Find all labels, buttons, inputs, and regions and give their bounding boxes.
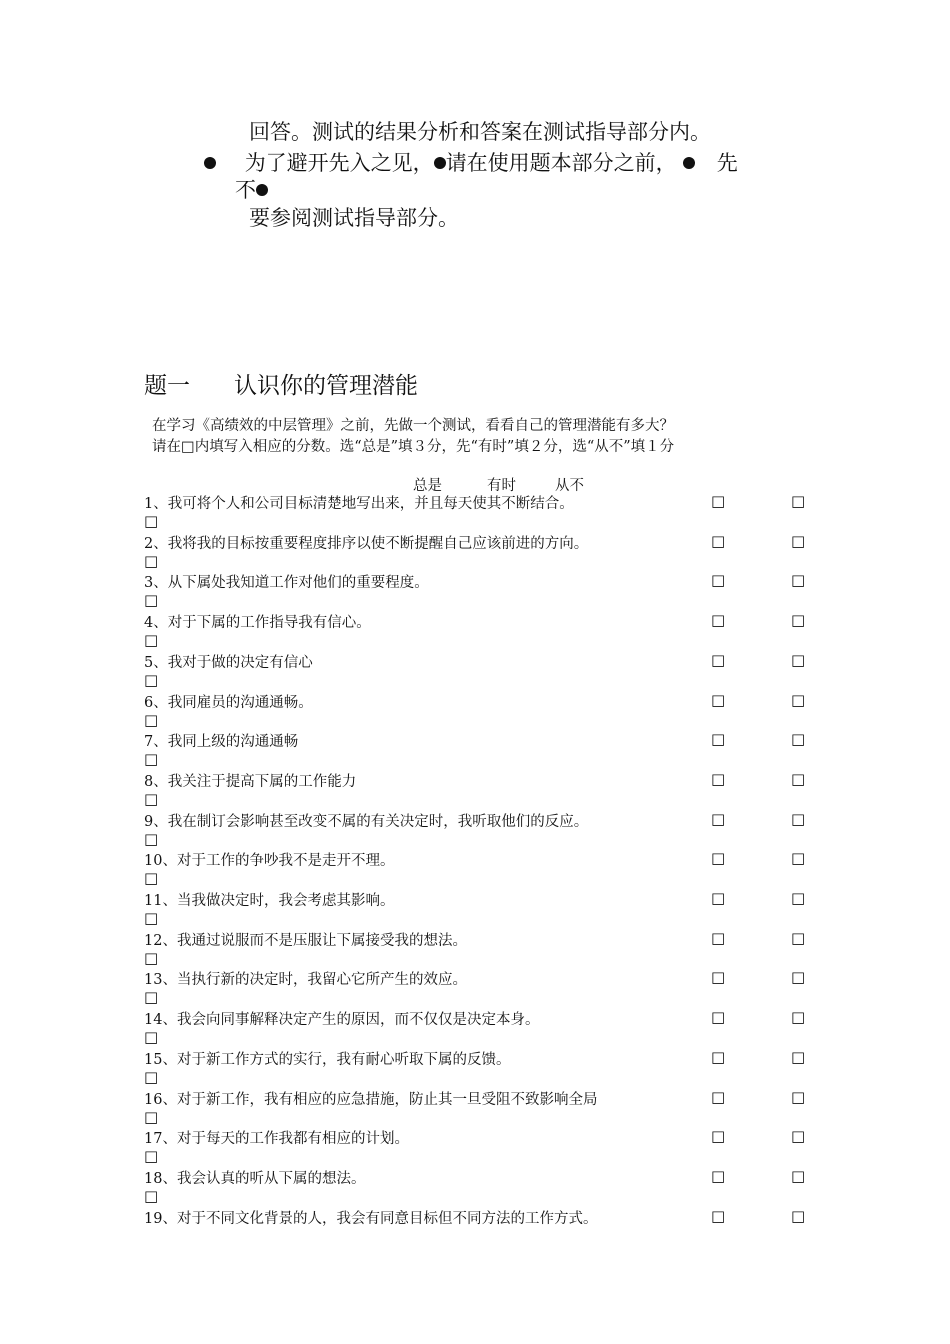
bullet-icon	[434, 157, 446, 169]
column-header-always: 总是	[413, 478, 442, 494]
checkbox-always[interactable]: □	[711, 1047, 726, 1066]
checkbox-never[interactable]: □	[144, 591, 159, 610]
checkbox-always[interactable]: □	[711, 928, 726, 947]
intro-line-2b: 请在使用题本部分之前，	[445, 151, 677, 175]
checkbox-sometimes[interactable]: □	[791, 611, 806, 630]
checkbox-never[interactable]: □	[144, 988, 159, 1007]
intro-line-3	[235, 174, 268, 204]
checkbox-always[interactable]: □	[711, 769, 726, 788]
checkbox-never[interactable]: □	[144, 869, 159, 888]
checkbox-sometimes[interactable]: □	[791, 730, 806, 749]
question-text: 9、我在制订会影响甚至改变不属的有关决定时，我听取他们的反应。	[144, 813, 589, 830]
section-title: 认识你的管理潜能	[234, 373, 418, 399]
checkbox-always[interactable]: □	[711, 690, 726, 709]
column-header-never: 从不	[555, 478, 584, 494]
intro-line-1: 回答。测试的结果分析和答案在测试指导部分内。	[249, 120, 711, 144]
question-text: 13、当执行新的决定时，我留心它所产生的效应。	[144, 972, 467, 989]
section-label: 题一	[144, 373, 190, 399]
question-text: 18、我会认真的听从下属的想法。	[144, 1170, 366, 1187]
checkbox-never[interactable]: □	[144, 670, 159, 689]
question-text: 10、对于工作的争吵我不是走开不理。	[144, 853, 395, 870]
question-text: 7、我同上级的沟通通畅	[144, 734, 299, 751]
intro-line-4: 要参阅测试指导部分。	[249, 206, 459, 230]
intro-line-2c: 先	[716, 151, 738, 175]
checkbox-always[interactable]: □	[711, 650, 726, 669]
checkbox-sometimes[interactable]: □	[791, 492, 806, 510]
intro-line-2	[204, 147, 738, 177]
question-text: 3、从下属处我知道工作对他们的重要程度。	[144, 575, 429, 592]
checkbox-always[interactable]: □	[711, 611, 726, 630]
checkbox-sometimes[interactable]: □	[791, 571, 806, 590]
bullet-icon	[683, 157, 695, 169]
checkbox-always[interactable]: □	[711, 1166, 726, 1185]
question-text: 5、我对于做的决定有信心	[144, 654, 313, 671]
checkbox-sometimes[interactable]: □	[791, 650, 806, 669]
checkbox-always[interactable]: □	[711, 571, 726, 590]
intro-line-3-text: 不	[235, 178, 256, 202]
checkbox-sometimes[interactable]: □	[791, 531, 806, 550]
checkbox-always[interactable]: □	[711, 889, 726, 907]
checkbox-always[interactable]: □	[711, 849, 726, 868]
checkbox-always[interactable]: □	[711, 1127, 726, 1146]
checkbox-sometimes[interactable]: □	[791, 1087, 806, 1106]
checkbox-never[interactable]: □	[144, 1028, 159, 1047]
question-text: 19、对于不同文化背景的人，我会有同意目标但不同方法的工作方式。	[144, 1210, 598, 1227]
checkbox-always[interactable]: □	[711, 968, 726, 987]
checkbox-sometimes[interactable]: □	[791, 1008, 806, 1027]
question-text: 2、我将我的目标按重要程度排序以使不断提醒自己应该前进的方向。	[144, 535, 589, 552]
checkbox-sometimes[interactable]: □	[791, 1206, 806, 1225]
checkbox-sometimes[interactable]: □	[791, 1047, 806, 1066]
intro-line-2a: 为了避开先入之见，	[244, 151, 434, 175]
checkbox-always[interactable]: □	[711, 1206, 726, 1225]
question-text: 14、我会向同事解释决定产生的原因，而不仅仅是决定本身。	[144, 1012, 540, 1029]
checkbox-always[interactable]: □	[711, 730, 726, 749]
checkbox-sometimes[interactable]: □	[791, 928, 806, 947]
checkbox-sometimes[interactable]: □	[791, 889, 806, 907]
checkbox-always[interactable]: □	[711, 1087, 726, 1106]
checkbox-never[interactable]: □	[144, 551, 159, 570]
checkbox-never[interactable]: □	[144, 948, 159, 967]
bullet-icon	[204, 157, 216, 169]
checkbox-always[interactable]: □	[711, 492, 726, 510]
question-text: 4、对于下属的工作指导我有信心。	[144, 615, 371, 632]
section-description-2: 请在□内填写入相应的分数。选“总是”填３分，先“有时”填２分，选“从不”填１分	[152, 439, 675, 455]
checkbox-always[interactable]: □	[711, 531, 726, 550]
question-text: 11、当我做决定时，我会考虑其影响。	[144, 893, 395, 909]
checkbox-sometimes[interactable]: □	[791, 809, 806, 828]
checkbox-sometimes[interactable]: □	[791, 769, 806, 788]
question-text: 6、我同雇员的沟通通畅。	[144, 694, 313, 711]
checkbox-sometimes[interactable]: □	[791, 849, 806, 868]
checkbox-sometimes[interactable]: □	[791, 968, 806, 987]
checkbox-never[interactable]: □	[144, 631, 159, 650]
checkbox-always[interactable]: □	[711, 1008, 726, 1027]
checkbox-sometimes[interactable]: □	[791, 1127, 806, 1146]
question-text: 12、我通过说服而不是压服让下属接受我的想法。	[144, 932, 467, 949]
column-header-sometimes: 有时	[487, 478, 516, 494]
question-text: 1、我可将个人和公司目标清楚地写出来，并且每天使其不断结合。	[144, 496, 574, 512]
checkbox-sometimes[interactable]: □	[791, 1166, 806, 1185]
bullet-icon	[256, 184, 268, 196]
checkbox-never[interactable]: □	[144, 512, 159, 530]
checkbox-never[interactable]: □	[144, 909, 159, 927]
checkbox-never[interactable]: □	[144, 829, 159, 848]
checkbox-never[interactable]: □	[144, 1107, 159, 1126]
checkbox-always[interactable]: □	[711, 809, 726, 828]
section-description-1: 在学习《高绩效的中层管理》之前，先做一个测试，看看自己的管理潜能有多大？	[152, 418, 674, 434]
checkbox-never[interactable]: □	[144, 1147, 159, 1166]
checkbox-never[interactable]: □	[144, 1067, 159, 1086]
checkbox-never[interactable]: □	[144, 750, 159, 769]
question-text: 8、我关注于提高下属的工作能力	[144, 773, 357, 790]
question-text: 15、对于新工作方式的实行，我有耐心听取下属的反馈。	[144, 1051, 511, 1068]
question-text: 17、对于每天的工作我都有相应的计划。	[144, 1131, 409, 1148]
checkbox-sometimes[interactable]: □	[791, 690, 806, 709]
checkbox-never[interactable]: □	[144, 789, 159, 808]
question-text: 16、对于新工作，我有相应的应急措施，防止其一旦受阻不致影响全局	[144, 1091, 598, 1108]
checkbox-never[interactable]: □	[144, 710, 159, 729]
checkbox-never[interactable]: □	[144, 1186, 159, 1205]
